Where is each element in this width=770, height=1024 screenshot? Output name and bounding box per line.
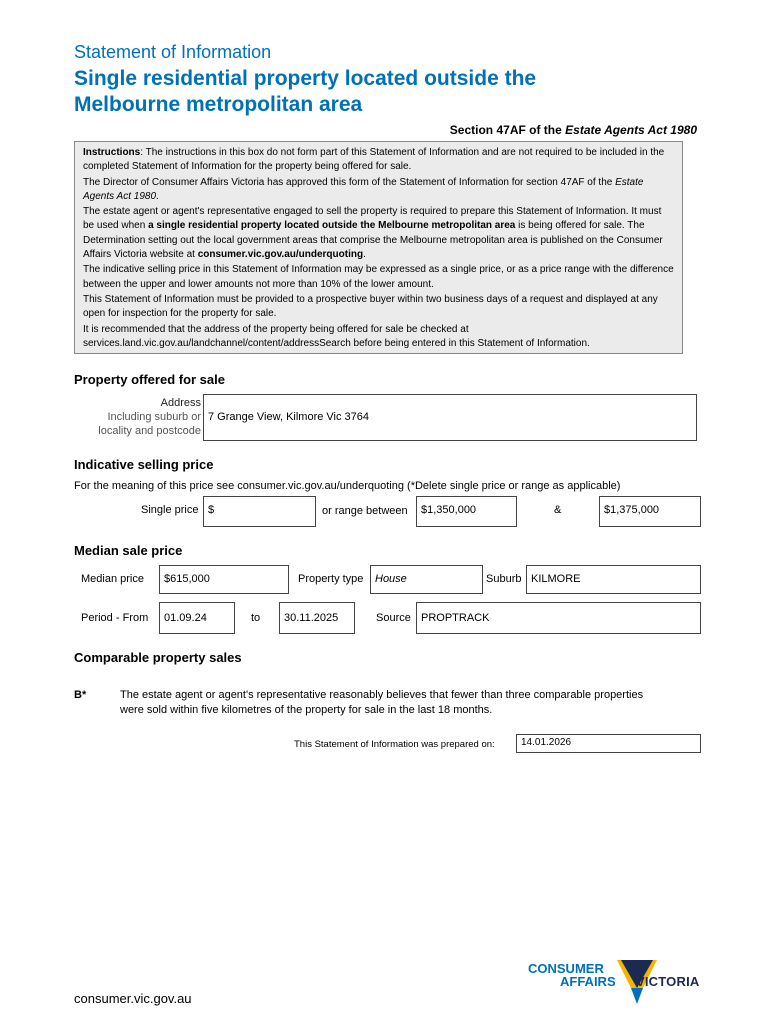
address-label [74, 396, 201, 438]
instructions-p2-act: Estate Agents Act 1980 [83, 176, 644, 202]
range-high-field[interactable]: $1,375,000 [599, 496, 701, 527]
median-price-label: Median price [81, 573, 144, 585]
section-reference [450, 123, 697, 137]
address-label-3: locality and postcode [98, 425, 201, 437]
property-type-label: Property type [298, 573, 364, 585]
option-b-line-2: were sold within five kilometres of the property for sale in the last 18 months. [120, 703, 493, 716]
footer-url[interactable]: consumer.vic.gov.au [74, 991, 192, 1006]
instructions-p2-end: . [156, 190, 159, 202]
period-to-label: to [251, 612, 261, 624]
indicative-heading: Indicative selling price [74, 457, 214, 472]
address-field[interactable]: 7 Grange View, Kilmore Vic 3764 [203, 394, 697, 441]
instructions-p3-bold: a single residential property located outside the Melbourne metropolitan area [148, 220, 516, 232]
option-b-text [120, 688, 643, 717]
single-price-label: Single price [141, 504, 199, 516]
instructions-p6: It is recommended that the address of the property being offered for sale be checked at services.land.vic.gov.au/landchannel/content/addressSearch before being entered in this Statement of Information. [83, 323, 590, 349]
source-field[interactable]: PROPTRACK [416, 602, 701, 634]
instructions-p5: This Statement of Information must be provided to a prospective buyer within two business days of a request and displayed at any open for inspection for the property for sale. [83, 293, 658, 320]
single-price-field[interactable]: $ [203, 496, 316, 527]
instructions-p1-text: : The instructions in this box do not form part of this Statement of Information and are not required to be included in the completed Statement of Information for the property being offered for sale. [83, 147, 665, 173]
instructions-p3-text2: is being offered for sale. The Determination setting out the local government areas that comprise the Melbourne metropolitan area is published on the Consumer Affairs Victoria website at [83, 220, 663, 261]
instructions-p2-text: The Director of Consumer Affairs Victoria has approved this form of the Statement of Information for section 47AF of the [83, 176, 616, 188]
instructions-p3 [83, 205, 674, 262]
option-b-label: B* [74, 689, 87, 701]
logo-victoria: VICTORIA [636, 974, 700, 989]
median-price-field[interactable]: $615,000 [159, 565, 289, 594]
indicative-note: For the meaning of this price see consumer.vic.gov.au/underquoting (*Delete single price or range as applicable) [74, 480, 621, 492]
range-ampersand: & [554, 504, 562, 516]
period-from-label: Period - From [81, 612, 149, 624]
title-line-1: Single residential property located outside the [74, 67, 537, 90]
underquoting-link: consumer.vic.gov.au/underquoting [197, 249, 364, 261]
instructions-p3-text: The estate agent or agent's representative engaged to sell the property is required to prepare this Statement of Information. It must be used when [83, 206, 662, 232]
instructions-p1 [83, 146, 674, 175]
range-low-field[interactable]: $1,350,000 [416, 496, 517, 527]
address-label-1: Address [160, 397, 201, 409]
page-title [74, 66, 694, 118]
suburb-label: Suburb [486, 573, 522, 585]
property-type-field[interactable]: House [370, 565, 483, 594]
source-label: Source [376, 612, 411, 624]
section-prefix: Section 47AF of the [449, 123, 566, 137]
median-heading: Median sale price [74, 543, 183, 558]
title-line-2: Melbourne metropolitan area [74, 93, 363, 116]
section-act: Estate Agents Act 1980 [565, 123, 697, 137]
address-label-2: Including suburb or [107, 411, 201, 423]
instructions-box [74, 141, 683, 354]
period-from-field[interactable]: 01.09.24 [159, 602, 235, 634]
instructions-p2 [83, 176, 674, 205]
property-heading: Property offered for sale [74, 372, 225, 387]
range-label: or range between [322, 505, 408, 517]
period-to-field[interactable]: 30.11.2025 [279, 602, 355, 634]
prepared-label: This Statement of Information was prepared on: [294, 739, 495, 750]
consumer-affairs-victoria-logo [528, 960, 703, 1006]
logo-affairs: AFFAIRS [560, 974, 616, 989]
instructions-p4: The indicative selling price in this Statement of Information may be expressed as a single price, or as a price range with the difference between the upper and lower amounts not more than 10% of the lower amount. [83, 264, 674, 290]
prepared-date-field[interactable]: 14.01.2026 [516, 734, 701, 753]
instructions-p3-end: . [363, 249, 366, 261]
form-eyebrow: Statement of Information [74, 42, 272, 62]
suburb-field[interactable]: KILMORE [526, 565, 701, 594]
logo-consumer: CONSUMER [528, 961, 604, 976]
comparable-heading: Comparable property sales [74, 650, 242, 665]
option-b-line-1: The estate agent or agent's representative reasonably believes that fewer than three comparable properties [120, 689, 644, 701]
instructions-label: Instructions [83, 147, 141, 158]
